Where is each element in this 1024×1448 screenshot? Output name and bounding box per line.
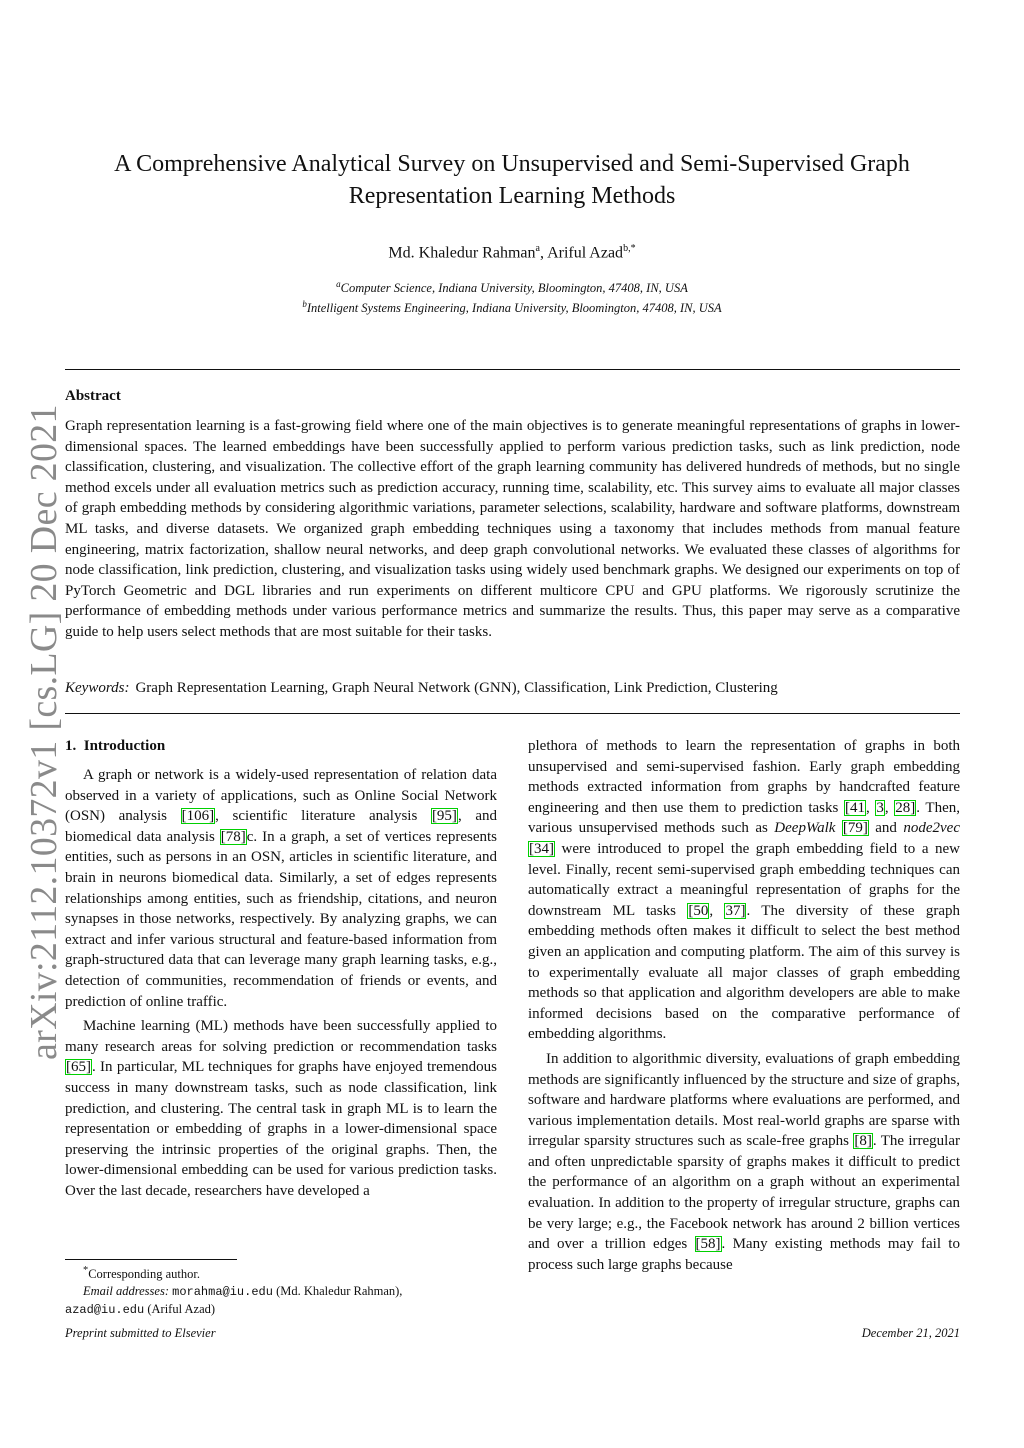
footer-preprint: Preprint submitted to Elsevier [65,1326,216,1340]
intro-paragraph: Machine learning (ML) methods have been successfully applied to many research areas for solving prediction or recommendation tasks [65]. In particular, ML techniques for graphs have enjoyed tremendous success in many downstream tasks, such as node classification, link prediction, and clustering. The central task in graph ML is to learn the representation or embedding of graphs in a lower-dimensional space preserving the intrinsic properties of the original graphs. Then, the lower-dimensional embedding can be used for various prediction tasks. Over the last decade, researchers have developed a [65,1018,497,1199]
intro-paragraph: In addition to algorithmic diversity, evaluations of graph embedding methods are significantly influenced by the structure and size of graphs, software and hardware platforms where evaluations are performed, and various implementation details. Most real-world graphs are sparse with irregular sparsity structures such as scale-free graphs [8]. The irregular and often unpredictable sparsity of graphs makes it difficult to predict the performance of an algorithm on a graph without an experimental evaluation. In addition to the property of irregular structure, graphs can be very large; e.g., the Facebook network has around 2 billion vertices and over a trillion edges [58]. Many existing methods may fail to process such large graphs because [528,1050,961,1273]
footnote-rule [65,1259,237,1260]
affil-text: Intelligent Systems Engineering, Indiana University, Bloomington, 47408, IN, USA [306,301,722,316]
author-name: Md. Khaledur Rahman [388,244,536,262]
keywords [65,678,960,698]
citation-link[interactable]: 3 [876,799,884,816]
email-line: Email addresses: morahma@iu.edu (Md. Khaledur Rahman), [83,1284,403,1300]
citation-link[interactable]: [78] [220,828,246,845]
citation-link[interactable]: [95] [431,808,457,825]
citation-link[interactable]: [79] [842,820,868,837]
email-line: azad@iu.edu (Ariful Azad) [65,1302,216,1318]
author-list: Md. Khaledur Rahman$^a$, Ariful Azad$^{b,*}$ [388,243,636,262]
citation-link[interactable]: [106] [181,808,215,825]
citation-link[interactable]: [8] [854,1133,872,1150]
left-column [65,736,497,1201]
section-title: Introduction [83,738,166,754]
abstract-text: Graph representation learning is a fast-growing field where one of the main objectives is to generate meaningful representations of graphs in lower-dimensional spaces. The learned embeddings have been successfully applied to perform various prediction tasks, such as link prediction, node classification, clustering, and visualization. The collective effort of the graph learning community has delivered hundreds of methods, but no single method excels under all evaluation metrics such as prediction accuracy, running time, scalability, etc. This survey aims to evaluate all major classes of graph embedding methods by considering algorithmic variations, parameter selections, scalability, hardware and software platforms, downstream ML tasks, and diverse datasets. We organized graph embedding techniques using a taxonomy that includes methods from manual feature engineering, matrix factorization, shallow neural networks, and deep graph convolutional networks. We evaluated these classes of algorithms for node classification, link prediction, clustering, and visualization tasks using widely used benchmark graphs. We designed our experiments on top of PyTorch Geometric and DGL libraries and run experiments on different multicore CPU and GPU platforms. We rigorously scrutinize the performance of embedding methods under various performance metrics and summarize the results. Thus, this paper may serve as a comparative guide to help users select methods that are most suitable for their tasks. [65,418,960,640]
email-address[interactable]: azad@iu.edu [65,1303,145,1318]
citation-link[interactable]: [65] [66,1059,91,1076]
citation-link[interactable]: [41 [844,799,865,816]
citation-link[interactable]: 28] [895,799,916,816]
paper-title: A Comprehensive Analytical Survey on Unsupervised and Semi-Supervised Graph Representation Learning Methods [114,151,910,209]
section-number: 1. [65,738,77,754]
affil-mark: b [302,299,307,310]
affil-text: Computer Science, Indiana University, Bloomington, 47408, IN, USA [340,281,688,296]
keywords-text: Graph Representation Learning, Graph Neural Network (GNN), Classification, Link Prediction, Clustering [135,680,778,696]
citation-link[interactable]: 37] [725,902,746,919]
method-name: node2vec [903,820,960,837]
arxiv-stamp[interactable]: arXiv:2112.10372v1 [cs.LG] 20 Dec 2021 [23,404,65,1060]
top-rule [65,369,960,370]
footer-date: December 21, 2021 [861,1326,960,1340]
footnote [65,1262,497,1319]
section-heading [65,736,497,756]
author-affil-mark: a [535,243,540,254]
footnote-mark: * [83,1265,89,1276]
affil-mark: a [336,279,341,289]
intro-paragraph: A graph or network is a widely-used representation of relation data observed in a variety of applications, such as Online Social Network (OSN) analysis [106], scientific literature analysis [95], and biomedical data analysis [78]c. In a graph, a set of vertices represents entities, such as persons in an OSN, articles in scientific literature, and brain in neurons biomedical data. Similarly, a set of edges represents relationships among entities, such as friendship, citations, and neuron synapses in those networks, respectively. By analyzing graphs, we can extract and infer various structural and feature-based information from graph-structured data that can leverage many graph learning tasks, e.g., detection of communities, recommendation of friends or events, and prediction of online traffic. [65,767,497,1010]
affiliation [80,296,944,316]
affiliation [80,276,944,296]
email-label: Email addresses: [83,1284,169,1299]
author-name: Ariful Azad [547,244,624,262]
email-address[interactable]: morahma@iu.edu [172,1285,273,1300]
keywords-label: Keywords: [65,680,130,696]
right-column [528,736,960,1275]
citation-link[interactable]: [34] [529,840,554,857]
author-affil-mark: b,* [623,243,636,254]
affiliations [80,276,944,316]
abstract-heading: Abstract [65,388,121,404]
intro-paragraph-continued: plethora of methods to learn the representation of graphs in both unsupervised and semi-supervised fashion. Early graph embedding methods extracted information from graphs by handcrafted feature engineering and then use them to prediction tasks [41, 3, 28]. Then, various unsupervised methods such as DeepWalk [79] and node2vec [34] were introduced to propel the graph embedding field to a new level. Finally, recent semi-supervised graph embedding techniques can automatically extract a meaningful representation of graphs for the downstream ML tasks [50, 37]. The diversity of these graph embedding methods often makes it difficult to select the best method given an application and computing platform. The aim of this survey is to experimentally evaluate all major classes of graph embedding methods so that application and algorithm developers are able to make informed decisions based on the comparative performance of embedding algorithms. [528,738,961,1043]
method-name: DeepWalk [774,820,836,837]
citation-link[interactable]: [50 [688,902,709,919]
citation-link[interactable]: [58] [695,1236,721,1253]
corresponding-note: *Corresponding author. [83,1265,200,1282]
abstract-bottom-rule [65,713,960,714]
